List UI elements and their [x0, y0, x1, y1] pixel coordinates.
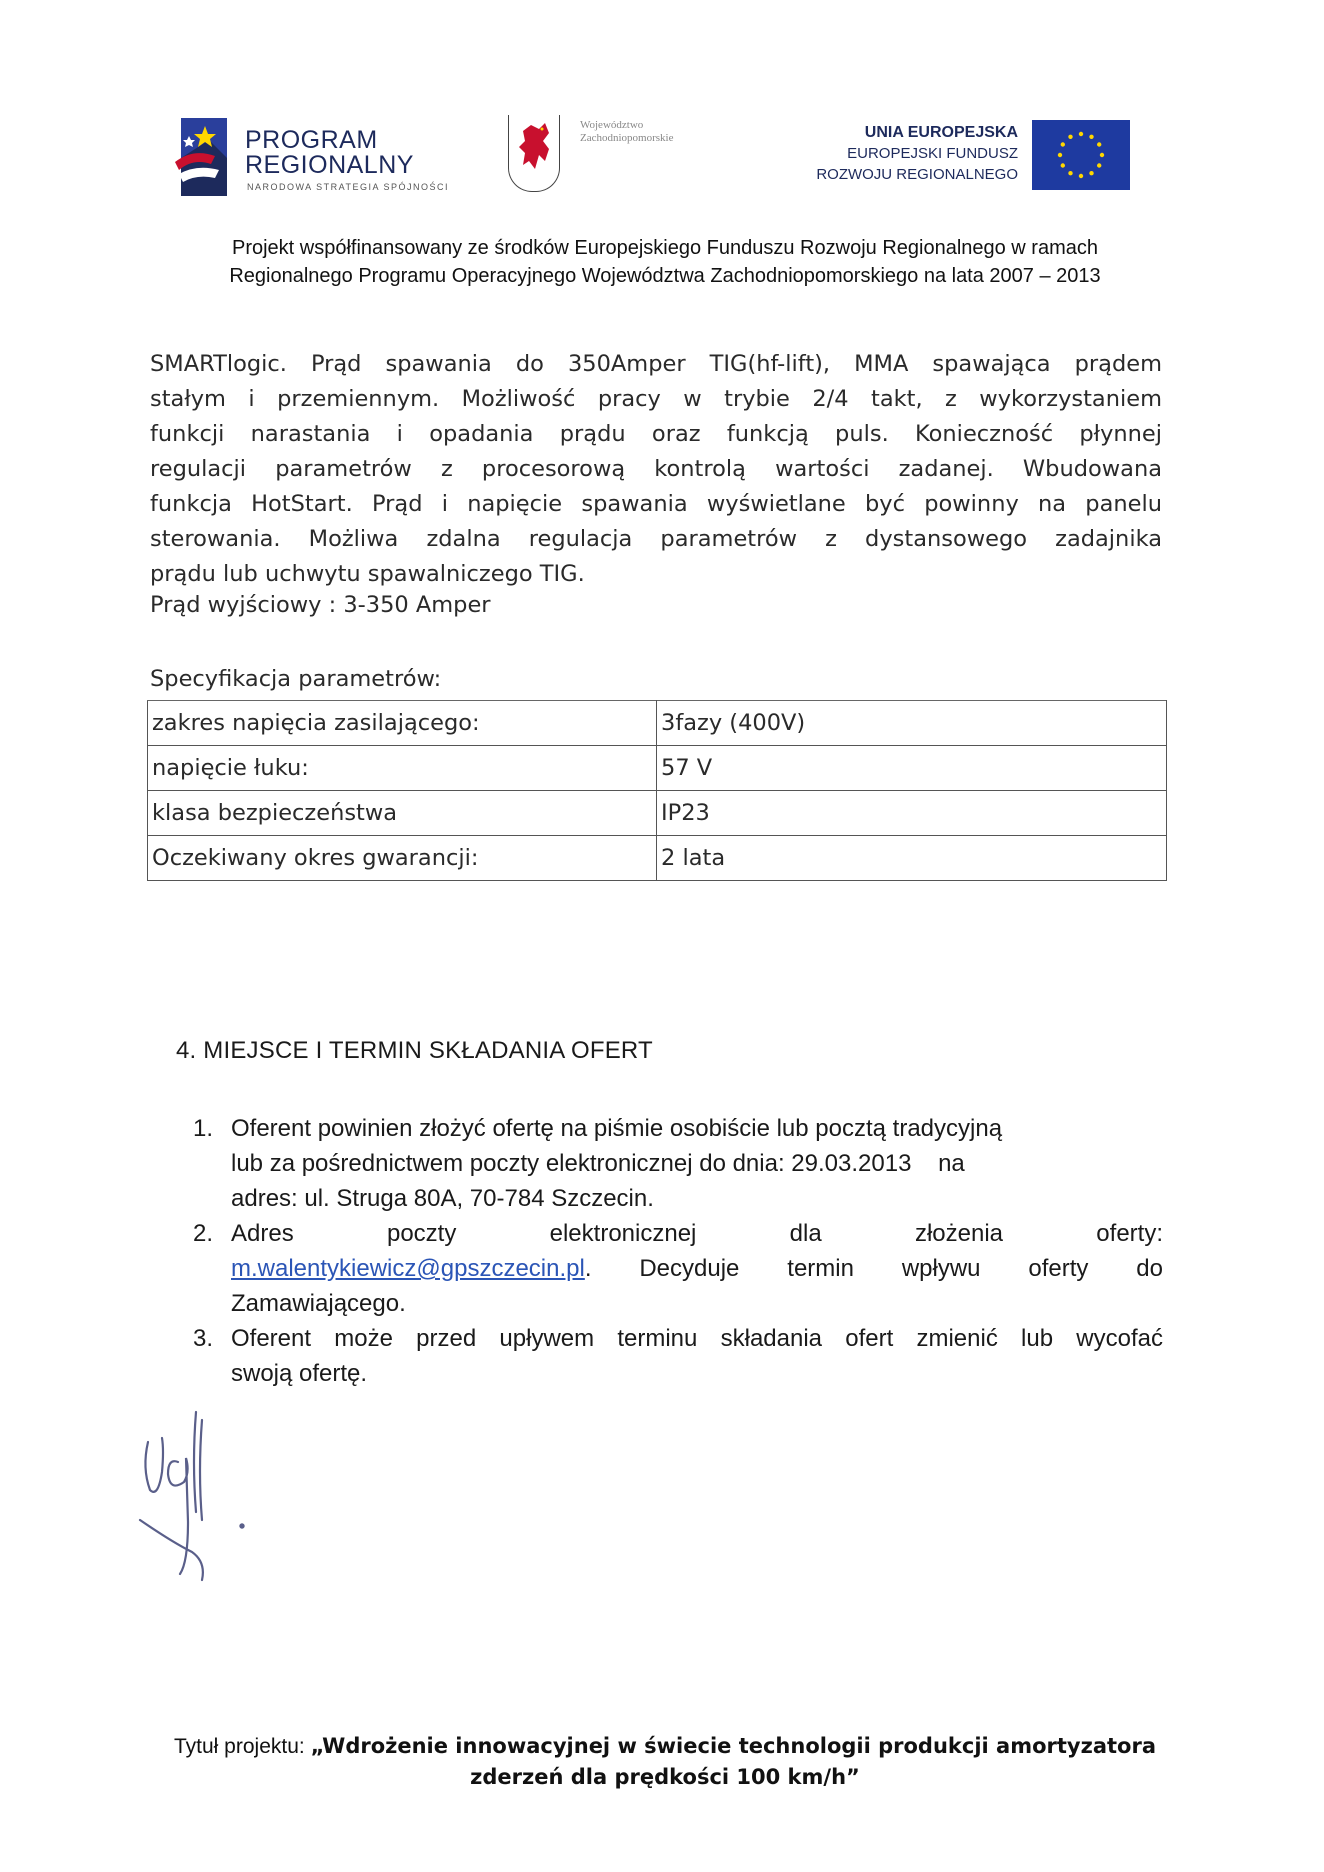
list-item	[183, 1111, 1163, 1216]
spec-label: Oczekiwany okres gwarancji:	[148, 836, 657, 881]
footer-title-line1: „Wdrożenie innowacyjnej w świecie technologii produkcji amortyzatora	[310, 1734, 1156, 1758]
wojewodztwo-logo	[508, 115, 748, 195]
region-logo-line2: Zachodniopomorskie	[580, 132, 674, 144]
eu-flag-icon	[1032, 120, 1130, 190]
list-item-line: Oferent może przed upływem terminu składania ofert zmienić lub wycofać	[231, 1325, 1163, 1352]
spec-title: Specyfikacja parametrów:	[150, 666, 442, 692]
spec-label: zakres napięcia zasilającego:	[148, 701, 657, 746]
list-item-number: 3.	[193, 1325, 214, 1352]
region-logo-line1: Województwo	[580, 119, 644, 131]
description-line: SMARTlogic. Prąd spawania do 350Amper TIG(hf-lift), MMA spawająca prądem	[150, 351, 1162, 377]
list-item-line: lub za pośrednictwem poczty elektronicznej do dnia: 29.03.2013 na	[231, 1150, 965, 1177]
griffin-icon	[509, 115, 559, 185]
list-item-number: 1.	[193, 1115, 214, 1142]
footer-label: Tytuł projektu:	[174, 1735, 311, 1758]
list-item-line: adres: ul. Struga 80A, 70-784 Szczecin.	[231, 1185, 654, 1212]
spec-label: klasa bezpieczeństwa	[148, 791, 657, 836]
section-heading: 4. MIEJSCE I TERMIN SKŁADANIA OFERT	[176, 1037, 653, 1064]
table-row	[148, 746, 1167, 791]
table-row	[148, 836, 1167, 881]
coat-of-arms-shield	[508, 115, 560, 192]
cofinancing-line1: Projekt współfinansowany ze środków Europejskiego Funduszu Rozwoju Regionalnego w ramach	[231, 237, 1098, 259]
spec-value: 57 V	[657, 746, 1167, 791]
spec-value: 3fazy (400V)	[657, 701, 1167, 746]
list-item	[183, 1321, 1163, 1391]
description-line: stałym i przemiennym. Możliwość pracy w trybie 2/4 takt, z wykorzystaniem	[150, 386, 1162, 412]
footer-title-line2: zderzeń dla prędkości 100 km/h”	[470, 1765, 860, 1789]
description-line: funkcja HotStart. Prąd i napięcie spawania wyświetlane być powinny na panelu	[150, 491, 1162, 517]
description-line: sterowania. Możliwa zdalna regulacja parametrów z dystansowego zadajnika	[150, 526, 1162, 552]
spec-value: IP23	[657, 791, 1167, 836]
description-line: funkcji narastania i opadania prądu oraz funkcją puls. Konieczność płynnej	[150, 421, 1162, 447]
product-description	[150, 347, 1162, 592]
list-item-number: 2.	[193, 1220, 214, 1247]
list-item-line: Oferent powinien złożyć ofertę na piśmie osobiście lub pocztą tradycyjną	[231, 1115, 1003, 1142]
program-regionalny-emblem-icon	[175, 118, 227, 196]
eu-logo-line3: ROZWOJU REGIONALNEGO	[816, 166, 1018, 183]
output-current: Prąd wyjściowy : 3-350 Amper	[150, 592, 491, 618]
table-row	[148, 791, 1167, 836]
offer-instructions-list	[183, 1111, 1163, 1391]
spec-table	[147, 700, 1167, 881]
program-logo-title-line1: PROGRAM	[245, 126, 378, 154]
eu-logo-line1: UNIA EUROPEJSKA	[864, 124, 1018, 141]
description-line: regulacji parametrów z procesorową kontrolą wartości zadanej. Wbudowana	[150, 456, 1162, 482]
email-link[interactable]: m.walentykiewicz@gpszczecin.pl	[231, 1255, 585, 1282]
handwritten-signature	[132, 1402, 272, 1582]
table-row	[148, 701, 1167, 746]
list-item-line-rest: . Decyduje termin wpływu oferty do	[584, 1255, 1163, 1282]
list-item-line: swoją ofertę.	[231, 1360, 368, 1387]
program-logo-title-line2: REGIONALNY	[245, 151, 414, 179]
cofinancing-line2: Regionalnego Programu Operacyjnego Województwa Zachodniopomorskiego na lata 2007 – 2013	[229, 265, 1101, 287]
cofinancing-notice	[150, 234, 1180, 290]
list-item-line: Zamawiającego.	[231, 1290, 406, 1317]
list-item-line: Adres poczty elektronicznej dla złożenia oferty:	[231, 1220, 1163, 1247]
description-line: prądu lub uchwytu spawalniczego TIG.	[150, 561, 585, 587]
program-regionalny-logo	[175, 118, 475, 198]
program-logo-subtitle: NARODOWA STRATEGIA SPÓJNOŚCI	[247, 182, 450, 192]
eu-logo-line2: EUROPEJSKI FUNDUSZ	[847, 145, 1018, 162]
eu-logo	[760, 120, 1130, 192]
spec-value: 2 lata	[657, 836, 1167, 881]
project-title-footer	[150, 1731, 1180, 1792]
list-item-line	[231, 1251, 1163, 1286]
list-item	[183, 1216, 1163, 1321]
spec-label: napięcie łuku:	[148, 746, 657, 791]
